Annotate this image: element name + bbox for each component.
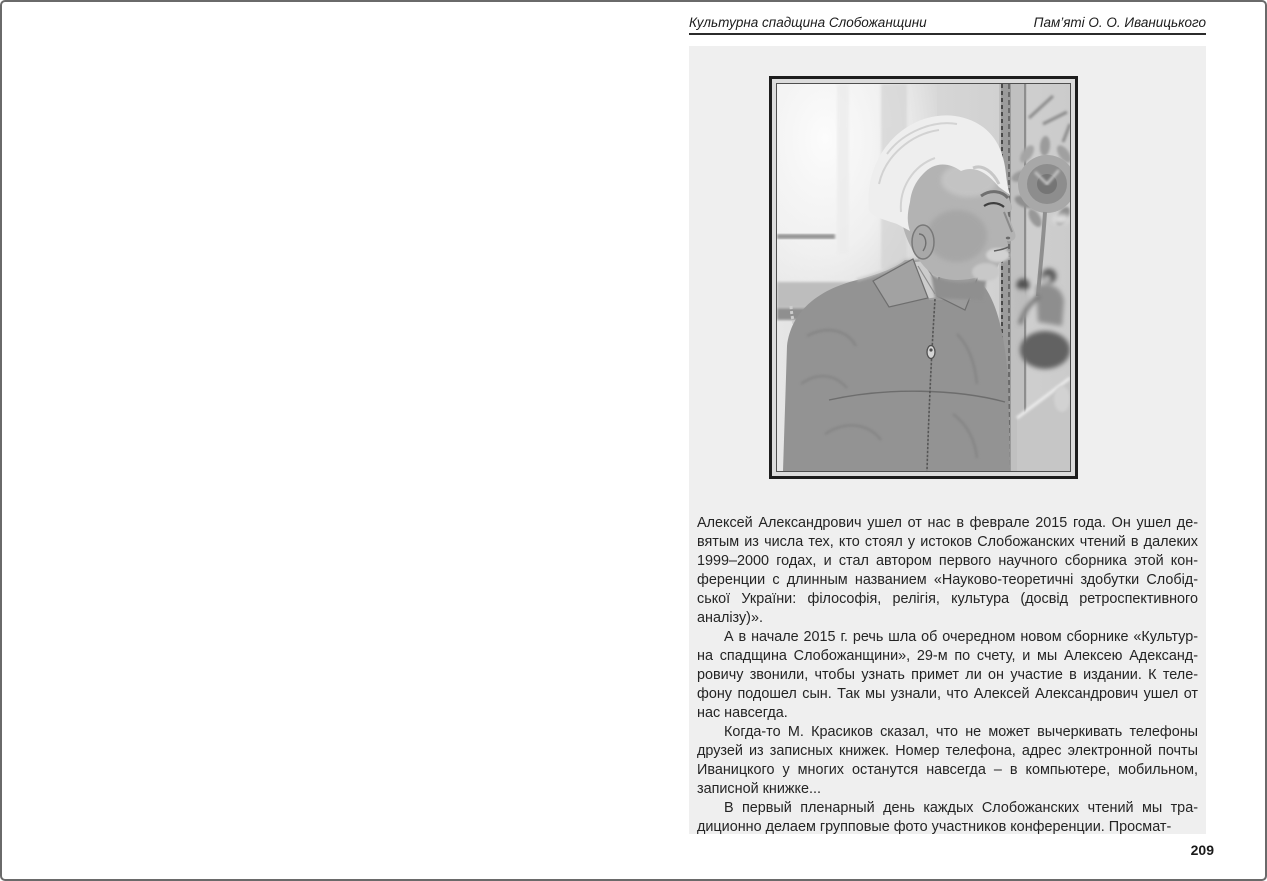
- text-line: диционно делаем групповые фото участников конференции. Просмат-: [697, 819, 1172, 835]
- text-line: друзей из записных книжек. Номер телефона, адрес электронной почты: [697, 743, 1198, 759]
- text-line: фону подошел сын. Так мы узнали, что Алексей Александрович ушел от: [697, 686, 1198, 702]
- text-line: Алексей Александрович ушел от нас в феврале 2015 года. Он ушел де-: [697, 515, 1198, 531]
- text-line: А в начале 2015 г. речь шла об очередном новом сборнике «Культур-: [724, 629, 1198, 645]
- text-line: ровичу звонили, чтобы узнать примет ли он участие в издании. К теле-: [697, 667, 1198, 683]
- text-line: ської України: філософія, релігія, культура (досвід ретроспективного: [697, 591, 1198, 607]
- header-rule: [689, 33, 1206, 35]
- text-line: Иваницкого у многих останутся навсегда – в компьютере, мобильном,: [697, 762, 1198, 778]
- text-line: 1999–2000 годах, и стал автором первого научного сборника этой кон-: [697, 553, 1198, 569]
- text-line: нас навсегда.: [697, 705, 788, 721]
- running-head-right: Пам’яті О. О. Иваницького: [1033, 15, 1206, 30]
- photo-mat: [776, 83, 1071, 472]
- memorial-photo-frame: [769, 76, 1078, 479]
- text-line: на спадщина Слобожанщини», 29-м по счету, и мы Алексею Адександ-: [697, 648, 1198, 664]
- page-number: 209: [1190, 842, 1214, 858]
- portrait-photo: [777, 84, 1070, 471]
- scanned-text-block: [689, 46, 1206, 834]
- text-line: вятым из числа тех, кто стоял у истоков Слобожанских чтений в далеких: [697, 534, 1198, 550]
- text-line: аналізу)».: [697, 610, 763, 626]
- text-line: Когда-то М. Красиков сказал, что не может вычеркивать телефоны: [724, 724, 1198, 740]
- text-line: В первый пленарный день каждых Слобожанских чтений мы тра-: [724, 800, 1198, 816]
- running-head: [689, 15, 1206, 31]
- text-line: ференции с длинным названием «Науково-теоретичні здобутки Слобід-: [697, 572, 1198, 588]
- text-line: записной книжке...: [697, 781, 821, 797]
- running-head-left: Культурна спадщина Слобожанщини: [689, 15, 927, 30]
- body-text: [697, 514, 1198, 837]
